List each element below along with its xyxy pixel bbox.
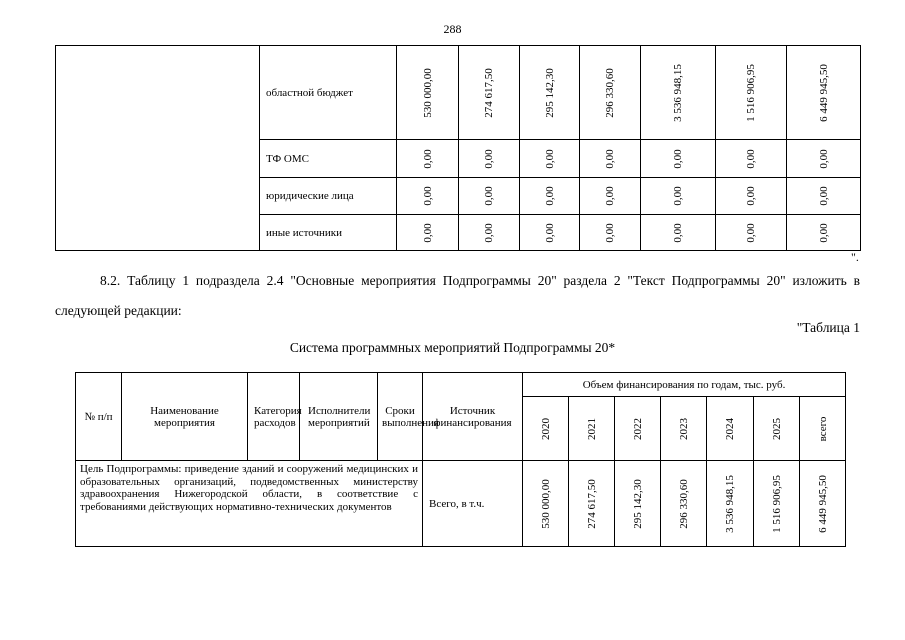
- value-cell: [716, 178, 787, 215]
- value-text: 0,00: [543, 186, 556, 206]
- empty-cell: [56, 46, 260, 251]
- value-text: 296 330,60: [604, 67, 616, 118]
- header-row: [76, 373, 846, 397]
- year-header: [523, 397, 569, 461]
- value-text: 0,00: [817, 148, 830, 169]
- amendment-paragraph: 8.2. Таблицу 1 подраздела 2.4 "Основные мероприятия Подпрограммы 20" раздела 2 "Текст Подпрограммы 20" изложить в следующей редакции:: [55, 273, 860, 318]
- year-header: [569, 397, 615, 461]
- value-text: 530 000,00: [421, 67, 434, 118]
- value-text: 0,00: [817, 222, 830, 243]
- value-text: 0,00: [604, 186, 616, 206]
- value-cell: [716, 140, 787, 178]
- value-text: 0,00: [543, 222, 556, 243]
- header-terms: Сроки выполнения: [378, 373, 423, 461]
- value-text: 0,00: [483, 222, 495, 243]
- value-cell: [397, 140, 459, 178]
- value-text: 0,00: [483, 148, 495, 169]
- row-label: ТФ ОМС: [260, 140, 397, 178]
- value-cell: [569, 461, 615, 547]
- header-source: Источник финансирования: [423, 373, 523, 461]
- value-text: 1 516 906,95: [770, 474, 783, 533]
- value-text: 0,00: [672, 186, 684, 206]
- value-cell: [716, 46, 787, 140]
- year-header: [615, 397, 661, 461]
- value-cell: [641, 178, 716, 215]
- value-text: 6 449 945,50: [816, 474, 829, 533]
- year-text: 2023: [677, 417, 690, 440]
- value-cell: [661, 461, 707, 547]
- table-reference: "Таблица 1: [796, 320, 860, 335]
- value-cell: [459, 178, 520, 215]
- header-funding: Объем финансирования по годам, тыс. руб.: [523, 373, 846, 397]
- value-cell: [580, 140, 641, 178]
- value-text: 0,00: [543, 148, 556, 169]
- value-cell: [580, 178, 641, 215]
- value-cell: [459, 140, 520, 178]
- value-text: 0,00: [745, 186, 757, 206]
- table-row: [76, 461, 846, 547]
- row-label: иные источники: [260, 215, 397, 251]
- value-text: 0,00: [604, 222, 616, 243]
- value-text: 0,00: [672, 222, 684, 243]
- value-cell: [520, 140, 580, 178]
- year-text: всего: [816, 416, 829, 441]
- header-executors: Исполнители мероприятий: [300, 373, 378, 461]
- year-header: [754, 397, 800, 461]
- page-number: 288: [443, 22, 462, 36]
- value-cell: [459, 215, 520, 251]
- value-cell: [787, 215, 861, 251]
- value-text: 3 536 948,15: [672, 63, 684, 122]
- value-cell: [397, 46, 459, 140]
- value-cell: [787, 46, 861, 140]
- year-header: [707, 397, 754, 461]
- year-header: [661, 397, 707, 461]
- value-cell: [520, 178, 580, 215]
- year-header: [800, 397, 846, 461]
- value-cell: [580, 46, 641, 140]
- value-cell: [716, 215, 787, 251]
- year-text: 2024: [724, 417, 736, 440]
- value-text: 295 142,30: [631, 478, 644, 529]
- header-category: Категория расходов: [248, 373, 300, 461]
- value-cell: [615, 461, 661, 547]
- value-cell: [787, 178, 861, 215]
- value-cell: [754, 461, 800, 547]
- value-text: 274 617,50: [585, 478, 598, 529]
- value-text: 0,00: [817, 186, 830, 206]
- value-cell: [707, 461, 754, 547]
- row-label: юридические лица: [260, 178, 397, 215]
- table-row: [56, 46, 861, 140]
- value-cell: [641, 140, 716, 178]
- value-text: 1 516 906,95: [745, 63, 757, 122]
- year-text: 2020: [539, 417, 552, 440]
- value-cell: [641, 46, 716, 140]
- value-text: 0,00: [421, 186, 434, 206]
- value-text: 0,00: [745, 222, 757, 243]
- value-text: 6 449 945,50: [817, 63, 830, 122]
- closing-quote: ".: [851, 250, 859, 264]
- value-text: 0,00: [604, 148, 616, 169]
- table-title: Система программных мероприятий Подпрограммы 20*: [289, 340, 616, 355]
- value-cell: [397, 215, 459, 251]
- top-funding-table: [55, 45, 861, 251]
- value-cell: [397, 178, 459, 215]
- source-cell: Всего, в т.ч.: [423, 461, 523, 547]
- value-cell: [520, 215, 580, 251]
- value-text: 3 536 948,15: [724, 474, 736, 533]
- value-text: 295 142,30: [543, 67, 556, 118]
- goal-text: Цель Подпрограммы: приведение зданий и сооружений медицинских и образовательных организаций, подведомственных министерству здравоохранения Нижегородской области, в соответствие с требованиями действующих нормативно-технических документов: [76, 461, 423, 547]
- value-cell: [787, 140, 861, 178]
- header-name: Наименование мероприятия: [122, 373, 248, 461]
- value-text: 274 617,50: [483, 67, 495, 118]
- value-text: 296 330,60: [677, 478, 690, 529]
- value-cell: [800, 461, 846, 547]
- program-activities-table: [75, 372, 846, 547]
- value-cell: [523, 461, 569, 547]
- value-cell: [520, 46, 580, 140]
- value-cell: [459, 46, 520, 140]
- value-cell: [580, 215, 641, 251]
- value-cell: [641, 215, 716, 251]
- header-num: № п/п: [76, 373, 122, 461]
- year-text: 2022: [631, 417, 644, 440]
- year-text: 2025: [770, 417, 783, 440]
- value-text: 0,00: [421, 148, 434, 169]
- value-text: 530 000,00: [539, 478, 552, 529]
- row-label: областной бюджет: [260, 46, 397, 140]
- value-text: 0,00: [421, 222, 434, 243]
- value-text: 0,00: [672, 148, 684, 169]
- value-text: 0,00: [483, 186, 495, 206]
- year-text: 2021: [585, 417, 598, 440]
- value-text: 0,00: [745, 148, 757, 169]
